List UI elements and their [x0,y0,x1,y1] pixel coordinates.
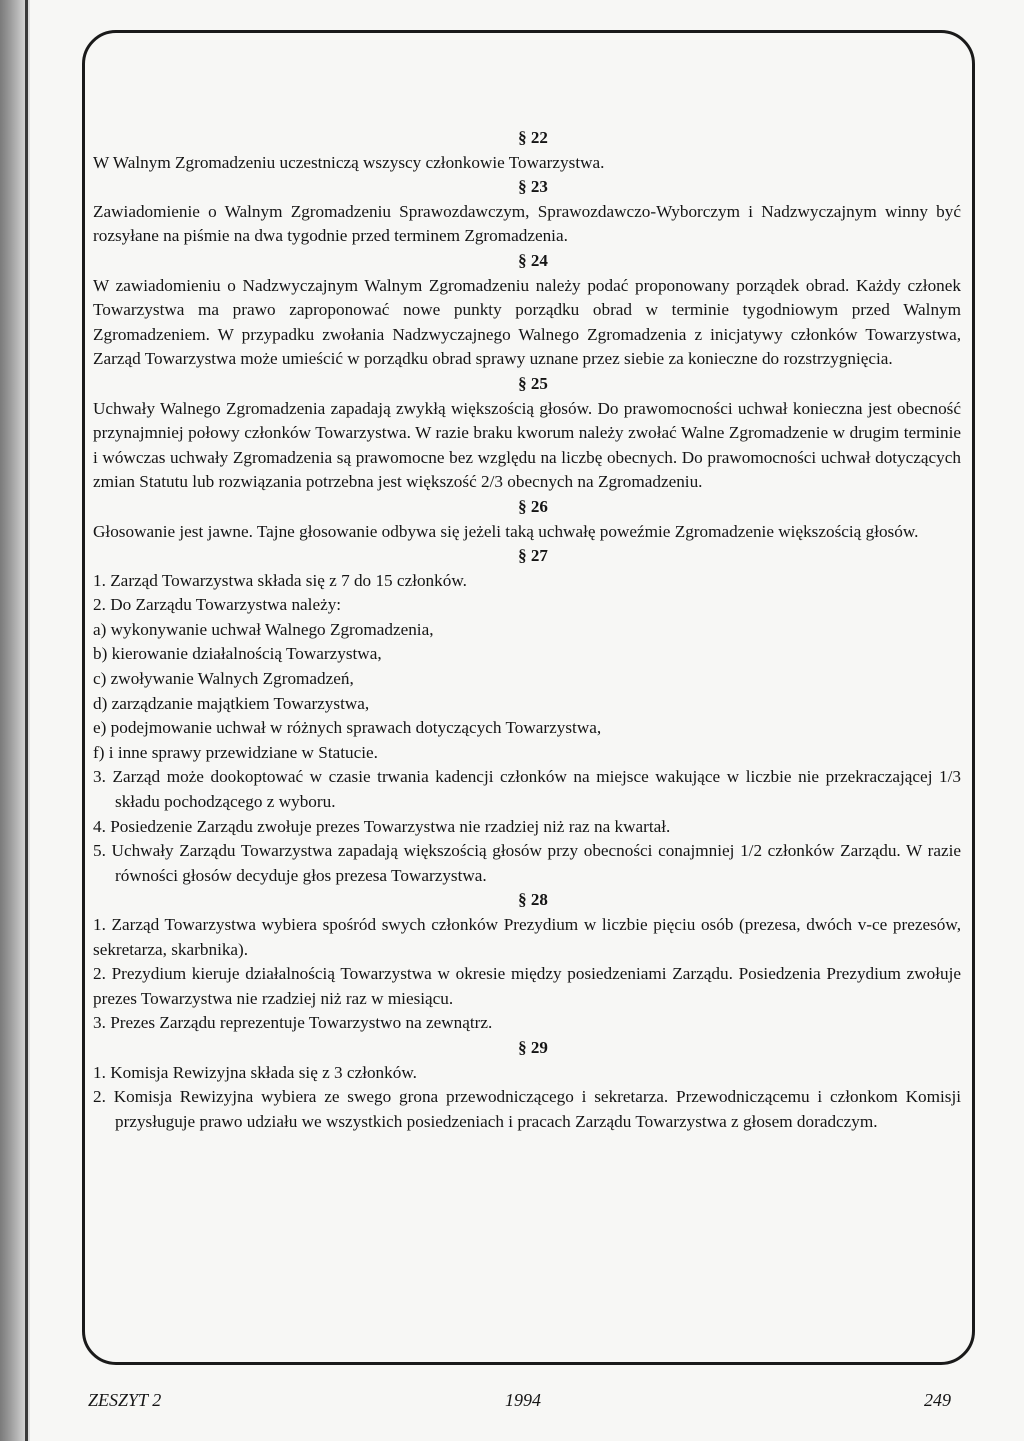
footer-issue: ZESZYT 2 [88,1390,162,1410]
section-heading: § 25 [518,373,548,393]
list-item: f) i inne sprawy przewidziane w Statucie. [93,742,378,762]
section-heading: § 24 [518,250,548,270]
paragraph: W zawiadomieniu o Nadzwyczajnym Walnym Zgromadzeniu należy podać proponowany porządek obrad. Każdy członek Towarzystwa ma prawo zaproponować nowe punkty porządku obrad w terminie tygodniowym przed Walnym Zgromadzeniem. W przypadku zwołania Nadzwyczajnego Walnego Zgromadzenia z inicjatywy członków Towarzystwa, Zarząd Towarzystwa może umieścić w porządku obrad sprawy uznane przez siebie za konieczne do rozstrzygnięcia. [93,275,961,369]
list-item: b) kierowanie działalnością Towarzystwa, [93,644,382,664]
list-item: 1. Komisja Rewizyjna składa się z 3 członków. [93,1062,417,1082]
book-gutter-line [25,0,28,1441]
footer-page-number: 249 [924,1390,951,1410]
list-item: 5. Uchwały Zarządu Towarzystwa zapadają większością głosów przy obecności conajmniej 1/2 członków Zarządu. W razie równości głosów decyduje głos prezesa Towarzystwa. [93,841,961,885]
section-heading: § 22 [518,128,548,147]
list-item: e) podejmowanie uchwał w różnych sprawach dotyczących Towarzystwa, [93,718,602,738]
section-heading: § 27 [518,546,548,566]
list-item: c) zwoływanie Walnych Zgromadzeń, [93,669,354,689]
footer-year: 1994 [505,1390,541,1410]
section-heading: § 28 [518,890,548,910]
document-body [93,126,961,1134]
list-item: 2. Do Zarządu Towarzystwa należy: [93,595,342,615]
paragraph: Głosowanie jest jawne. Tajne głosowanie odbywa się jeżeli taką uchwałę poweźmie Zgromadzenie większością głosów. [93,521,919,541]
section-heading: § 29 [518,1037,548,1057]
list-item: d) zarządzanie majątkiem Towarzystwa, [93,693,370,713]
list-item: a) wykonywanie uchwał Walnego Zgromadzenia, [93,619,434,639]
list-item: 1. Zarząd Towarzystwa składa się z 7 do 15 członków. [93,570,467,590]
list-item: 1. Zarząd Towarzystwa wybiera spośród swych członków Prezydium w liczbie pięciu osób (prezesa, dwóch v-ce prezesów, sekretarza, skarbnika). [93,915,961,959]
section-heading: § 26 [518,496,548,516]
list-item: 4. Posiedzenie Zarządu zwołuje prezes Towarzystwa nie rzadziej niż raz na kwartał. [93,816,671,836]
list-item: 3. Zarząd może dookoptować w czasie trwania kadencji członków na miejsce wakujące w liczbie nie przekraczającej 1/3 składu pochodzącego z wyboru. [93,767,961,812]
list-item: 3. Prezes Zarządu reprezentuje Towarzystwo na zewnątrz. [93,1013,493,1033]
paragraph: Uchwały Walnego Zgromadzenia zapadają zwykłą większością głosów. Do prawomocności uchwał konieczna jest obecność przynajmniej połowy członków Towarzystwa. W razie braku kworum należy zwołać Walne Zgromadzenie w drugim terminie i wówczas uchwały Zgromadzenia są prawomocne bez względu na liczbę obecnych. Do prawomocności uchwał dotyczących zmian Statutu lub rozwiązania potrzebna jest większość 2/3 obecnych na Zgromadzeniu. [93,398,961,492]
list-item: 2. Prezydium kieruje działalnością Towarzystwa w okresie między posiedzeniami Zarządu. Posiedzenia Prezydium zwołuje prezes Towarzystwa nie rzadziej niż raz w miesiącu. [93,964,961,1008]
list-item: 2. Komisja Rewizyjna wybiera ze swego grona przewodniczącego i sekretarza. Przewodniczącemu i członkom Komisji przysługuje prawo udziału we wszystkich posiedzeniach i pracach Zarządu Towarzystwa z głosem doradczym. [93,1087,961,1131]
paragraph: W Walnym Zgromadzeniu uczestniczą wszyscy członkowie Towarzystwa. [93,152,605,172]
paragraph: Zawiadomienie o Walnym Zgromadzeniu Sprawozdawczym, Sprawozdawczo-Wyborczym i Nadzwyczajnym winny być rozsyłane na piśmie na dwa tygodnie przed terminem Zgromadzenia. [93,201,961,246]
section-heading: § 23 [518,177,548,197]
